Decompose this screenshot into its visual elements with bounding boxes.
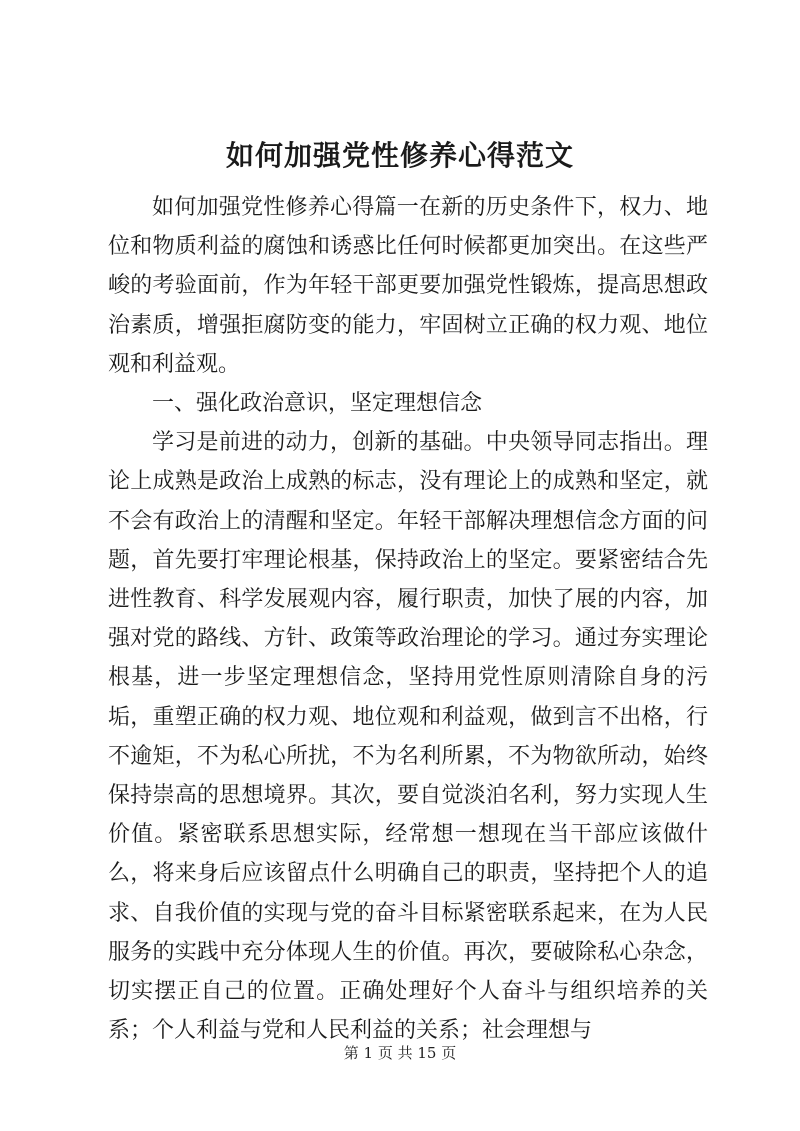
page-footer: 第 1 页 共 15 页 — [343, 1044, 457, 1062]
section-heading: 一、强化政治意识，坚定理想信念 — [152, 391, 483, 417]
document-body — [108, 188, 708, 1050]
paragraph-intro: 如何加强党性修养心得篇一在新的历史条件下，权力、地位和物质利益的腐蚀和诱惑比任何时候都更加突出。在这些严峻的考验面前，作为年轻干部更要加强党性锻炼，提高思想政治素质，增强拒腐防变的能力，牢固树立正确的权力观、地位观和利益观。 — [108, 195, 708, 377]
document-title: 如何加强党性修养心得范文 — [225, 139, 574, 172]
paragraph-study: 学习是前进的动力，创新的基础。中央领导同志指出。理论上成熟是政治上成熟的标志，没有理论上的成熟和坚定，就不会有政治上的清醒和坚定。年轻干部解决理想信念方面的问题，首先要打牢理论根基，保持政治上的坚定。要紧密结合先进性教育、科学发展观内容，履行职责，加快了展的内容，加强对党的路线、方针、政策等政治理论的学习。通过夯实理论根基，进一步坚定理想信念，坚持用党性原则清除自身的污垢，重塑正确的权力观、地位观和利益观，做到言不出格，行不逾矩，不为私心所扰，不为名利所累，不为物欲所动，始终保持崇高的思想境界。其次，要自觉淡泊名利，努力实现人生价值。紧密联系思想实际，经常想一想现在当干部应该做什么，将来身后应该留点什么明确自己的职责，坚持把个人的追求、自我价值的实现与党的奋斗目标紧密联系起来，在为人民服务的实践中充分体现人生的价值。再次，要破除私心杂念，切实摆正自己的位置。正确处理好个人奋斗与组织培养的关系；个人利益与党和人民利益的关系；社会理想与 — [108, 430, 708, 1044]
